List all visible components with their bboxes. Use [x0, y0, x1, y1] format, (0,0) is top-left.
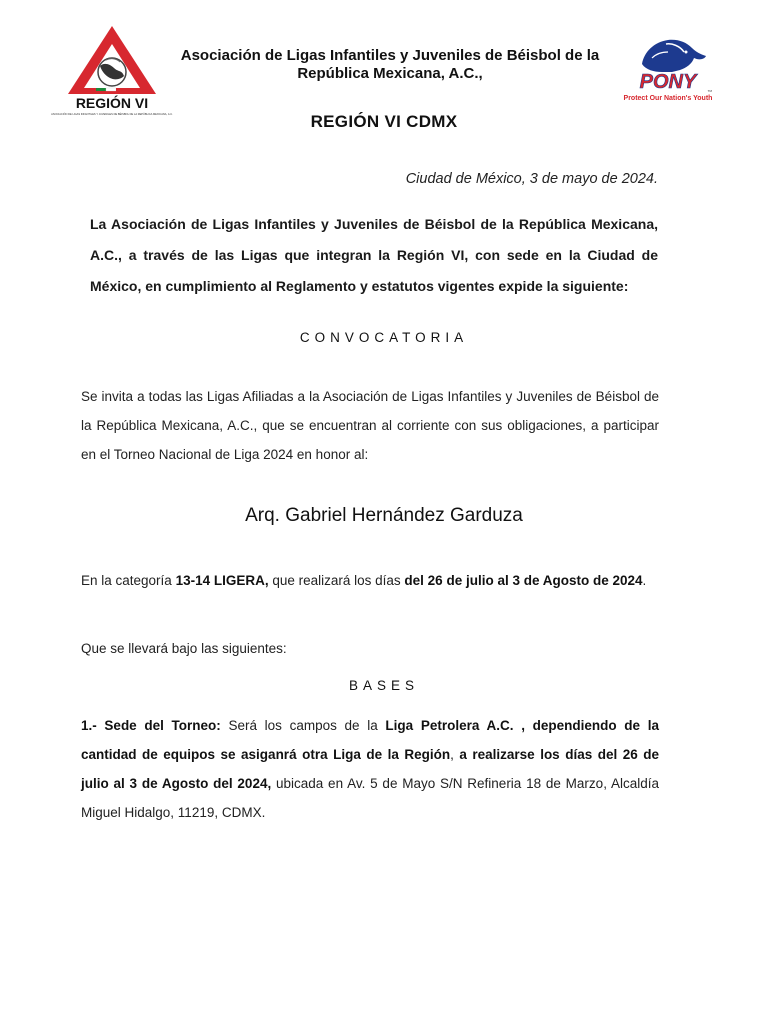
- category-mid: que realizará los días: [268, 573, 405, 588]
- convocatoria-heading: CONVOCATORIA: [299, 330, 469, 345]
- category-name: 13-14 LIGERA,: [175, 573, 269, 588]
- category-paragraph: [81, 566, 659, 595]
- category-end: .: [642, 573, 647, 588]
- category-pre: En la categoría: [81, 573, 176, 588]
- region-vi-logo-text: REGIÓN VI: [75, 95, 149, 111]
- base-1-text-1: Será los campos de la: [220, 718, 386, 733]
- bases-heading: BASES: [348, 678, 420, 693]
- date-line: Ciudad de México, 3 de mayo de 2024.: [405, 171, 658, 187]
- base-1-paragraph: [81, 711, 659, 827]
- base-1-label: 1.- Sede del Torneo:: [81, 718, 221, 733]
- organization-name: Asociación de Ligas Infantiles y Juveniles de Béisbol de la República Mexicana, A.C.,: [180, 47, 600, 82]
- region-vi-logo: [51, 22, 173, 124]
- region-title: REGIÓN VI CDMX: [310, 112, 458, 131]
- pony-tm: TM: [707, 89, 712, 93]
- base-1-bold-2: a realizarse los días del 26 de julio al 3 de Agosto del 2024,: [81, 747, 659, 791]
- pony-logo-text: PONY: [639, 71, 697, 93]
- que-line: Que se llevará bajo las siguientes:: [81, 641, 287, 656]
- invitation-paragraph: Se invita a todas las Ligas Afiliadas a la Asociación de Ligas Infantiles y Juveniles de Béisbol de la República Mexicana, A.C., que se encuentran al corriente con sus obligaciones, a participar en el Torneo Nacional de Liga 2024 en honor al:: [81, 389, 659, 462]
- base-1-text-2: ,: [450, 747, 460, 762]
- pony-tagline: Protect Our Nation's Youth: [623, 95, 713, 102]
- base-1-text-3: ubicada en Av. 5 de Mayo S/N Refineria 18 de Marzo, Alcaldía Miguel Hidalgo, 11219, CDMX.: [81, 776, 660, 820]
- region-vi-logo-caption: ASOCIACIÓN DE LIGAS INFANTILES Y JUVENILES DE BÉISBOL DE LA REPÚBLICA MEXICANA, A.C.: [51, 113, 173, 116]
- pony-logo: [622, 34, 718, 106]
- intro-paragraph: La Asociación de Ligas Infantiles y Juveniles de Béisbol de la República Mexicana, A.C., a través de las Ligas que integran la Región VI, con sede en la Ciudad de México, en cumplimiento al Reglamento y estatutos vigentes expide la siguiente:: [90, 216, 658, 294]
- category-dates: del 26 de julio al 3 de Agosto de 2024: [404, 573, 643, 588]
- base-1-bold-1: Liga Petrolera A.C. , dependiendo de la cantidad de equipos se asiganrá otra Liga de la Región: [81, 718, 659, 762]
- honoree-name: Arq. Gabriel Hernández Garduza: [245, 505, 523, 526]
